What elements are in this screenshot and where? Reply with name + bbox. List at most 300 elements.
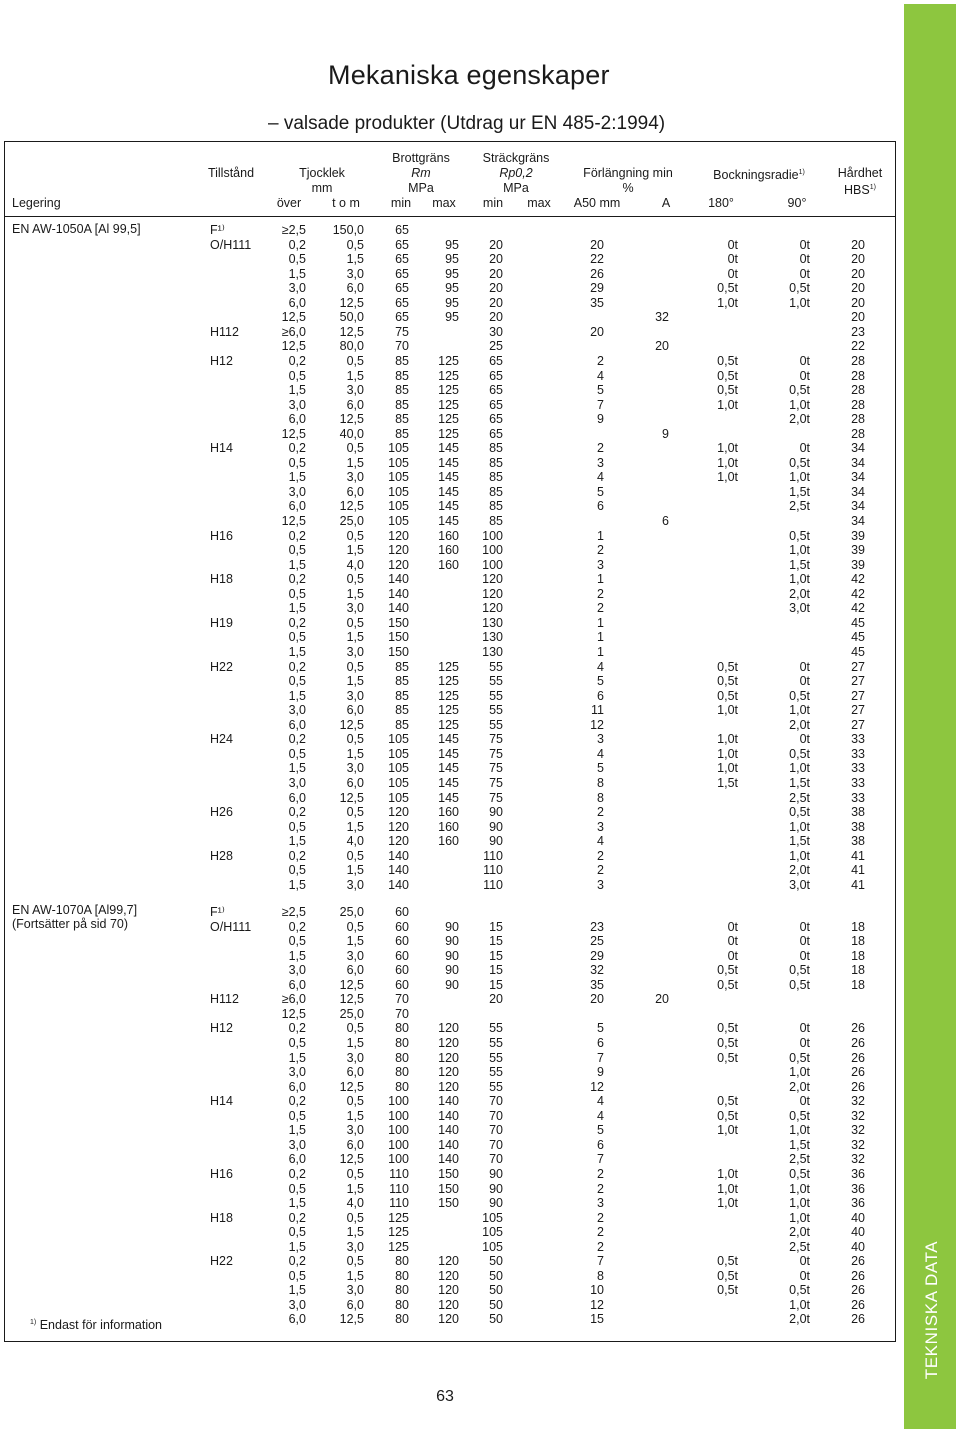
cell-hardness: 45	[851, 615, 865, 630]
cell-a50: 7	[597, 1050, 604, 1065]
cell-bend-180: 1,0t	[717, 441, 738, 456]
cell-rm-min: 140	[388, 863, 409, 878]
cell-hardness: 39	[851, 528, 865, 543]
cell-bend-180: 0,5t	[717, 1094, 738, 1109]
cell-thick-over: 12,5	[281, 310, 306, 325]
cell-rp-min: 70	[489, 1152, 503, 1167]
cell-a50: 2	[597, 441, 604, 456]
header-brottgrans-max: max	[432, 196, 456, 210]
cell-bend-90: 0t	[799, 354, 810, 368]
cell-rp-min: 65	[489, 412, 503, 427]
cell-temper: H112	[210, 992, 239, 1007]
footnote	[30, 1318, 162, 1332]
page-title: Mekaniska egenskaper	[328, 60, 610, 90]
cell-a50: 4	[597, 659, 604, 674]
page-number: 63	[436, 1388, 454, 1405]
cell-thick-over: ≥2,5	[281, 905, 306, 919]
cell-bend-180: 0,5t	[717, 977, 738, 992]
cell-rp-min: 55	[489, 703, 503, 718]
cell-bend-180: 1,0t	[717, 397, 738, 412]
cell-rp-min: 70	[489, 1094, 503, 1109]
cell-rp-min: 105	[482, 1210, 503, 1225]
cell-thick-upto: 25,0	[339, 1006, 364, 1021]
cell-thick-over: 0,2	[288, 1021, 306, 1036]
cell-rm-max: 145	[438, 470, 459, 485]
cell-thick-over: 6,0	[288, 790, 306, 805]
cell-thick-upto: 6,0	[346, 1297, 364, 1312]
cell-bend-90: 0t	[799, 674, 810, 688]
cell-rp-min: 90	[489, 1196, 503, 1210]
cell-rp-min: 55	[489, 1021, 503, 1036]
cell-thick-over: 0,2	[288, 919, 306, 934]
cell-rm-min: 120	[388, 543, 409, 558]
cell-thick-over: 3,0	[288, 281, 306, 296]
cell-bend-90: 0t	[799, 659, 810, 674]
header-tjocklek: Tjocklek	[299, 166, 345, 180]
cell-rp-min: 130	[482, 645, 503, 659]
cell-rm-min: 105	[388, 732, 409, 747]
cell-thick-over: 6,0	[288, 295, 306, 310]
cell-hardness: 32	[851, 1094, 865, 1109]
cell-thick-upto: 6,0	[346, 1065, 364, 1079]
cell-a50: 3	[597, 455, 604, 470]
cell-thick-over: 3,0	[288, 775, 306, 790]
alloy-note: (Fortsätter på sid 70)	[12, 917, 129, 931]
cell-a50: 22	[590, 252, 604, 267]
cell-rp-min: 70	[489, 1137, 503, 1152]
cell-bend-90: 0t	[799, 1094, 810, 1109]
cell-thick-upto: 12,5	[339, 1079, 364, 1094]
cell-hardness: 34	[851, 499, 865, 514]
cell-thick-over: 1,5	[288, 266, 306, 281]
cell-bend-90: 0t	[799, 934, 810, 949]
cell-rp-min: 75	[489, 732, 503, 747]
cell-a50: 3	[597, 557, 604, 572]
cell-bend-90: 0,5t	[789, 963, 810, 978]
cell-hardness: 26	[851, 1283, 865, 1298]
cell-a50: 4	[597, 368, 604, 383]
cell-hardness: 42	[851, 572, 865, 587]
cell-rm-max: 125	[438, 368, 459, 383]
cell-hardness: 45	[851, 645, 865, 659]
cell-temper: H18	[210, 1210, 233, 1225]
cell-thick-over: 12,5	[281, 426, 306, 441]
cell-bend-180: 1,5t	[717, 775, 738, 790]
cell-temper: H112	[210, 324, 239, 339]
cell-rm-min: 85	[395, 674, 409, 688]
cell-bend-90: 1,0t	[789, 543, 810, 558]
cell-rm-max: 160	[438, 834, 459, 849]
cell-hardness: 26	[851, 1268, 865, 1283]
cell-rm-min: 105	[388, 514, 409, 528]
cell-thick-over: 1,5	[288, 1239, 306, 1254]
cell-bend-180: 0t	[727, 948, 738, 963]
cell-rp-min: 90	[489, 1166, 503, 1181]
cell-rm-min: 85	[395, 397, 409, 412]
cell-hardness: 27	[851, 703, 865, 718]
cell-a50: 20	[590, 992, 604, 1007]
cell-a: 6	[662, 514, 669, 528]
cell-rm-max: 125	[438, 688, 459, 703]
header-forlangning: Förlängning min	[583, 166, 673, 180]
cell-rm-min: 80	[395, 1268, 409, 1283]
cell-hardness: 27	[851, 717, 865, 732]
cell-rm-min: 85	[395, 354, 409, 368]
cell-rp-min: 50	[489, 1254, 503, 1269]
cell-thick-upto: 1,5	[346, 746, 364, 761]
cell-rm-max: 145	[438, 790, 459, 805]
cell-rm-max: 150	[438, 1196, 459, 1210]
header-hardhet-unit-label: HBS	[844, 183, 870, 197]
cell-rp-min: 65	[489, 397, 503, 412]
cell-rp-min: 90	[489, 834, 503, 849]
cell-thick-upto: 0,5	[346, 1254, 364, 1269]
cell-thick-upto: 3,0	[346, 383, 364, 398]
cell-hardness: 42	[851, 586, 865, 601]
cell-a: 20	[655, 992, 669, 1007]
cell-bend-90: 0t	[799, 732, 810, 747]
cell-thick-upto: 1,5	[346, 819, 364, 834]
cell-rm-min: 65	[395, 310, 409, 325]
cell-rm-max: 90	[445, 963, 459, 978]
cell-rm-min: 60	[395, 963, 409, 978]
cell-bend-90: 1,0t	[789, 761, 810, 776]
cell-temper: F¹⁾	[210, 223, 225, 237]
cell-thick-over: 0,2	[288, 528, 306, 543]
cell-thick-over: 0,2	[288, 659, 306, 674]
cell-bend-90: 0,5t	[789, 1166, 810, 1181]
cell-rp-min: 100	[482, 543, 503, 558]
cell-rm-min: 85	[395, 368, 409, 383]
cell-thick-upto: 25,0	[339, 905, 364, 919]
cell-bend-90: 0t	[799, 252, 810, 267]
cell-a50: 6	[597, 499, 604, 514]
cell-rm-min: 60	[395, 934, 409, 949]
cell-hardness: 22	[851, 339, 865, 354]
cell-rm-min: 105	[388, 761, 409, 776]
cell-thick-upto: 3,0	[346, 948, 364, 963]
cell-thick-over: 1,5	[288, 1123, 306, 1138]
cell-bend-180: 0,5t	[717, 1283, 738, 1298]
header-brottgrans-unit: MPa	[408, 181, 434, 195]
cell-bend-90: 0,5t	[789, 977, 810, 992]
cell-thick-over: 3,0	[288, 1297, 306, 1312]
cell-rm-max: 140	[438, 1152, 459, 1167]
cell-rp-min: 100	[482, 557, 503, 572]
cell-rm-min: 85	[395, 688, 409, 703]
cell-thick-upto: 1,5	[346, 252, 364, 267]
cell-rp-min: 55	[489, 659, 503, 674]
cell-rp-min: 20	[489, 281, 503, 296]
cell-thick-upto: 1,5	[346, 368, 364, 383]
cell-bend-180: 0,5t	[717, 1268, 738, 1283]
cell-rm-min: 100	[388, 1094, 409, 1109]
cell-thick-over: 6,0	[288, 1312, 306, 1327]
cell-a50: 15	[590, 1312, 604, 1327]
cell-a50: 2	[597, 1181, 604, 1196]
cell-rm-min: 80	[395, 1297, 409, 1312]
cell-thick-over: 0,5	[288, 252, 306, 267]
cell-rp-min: 50	[489, 1283, 503, 1298]
cell-hardness: 33	[851, 790, 865, 805]
cell-thick-upto: 6,0	[346, 281, 364, 296]
cell-a50: 1	[597, 528, 604, 543]
cell-thick-over: 0,2	[288, 1210, 306, 1225]
cell-bend-180: 0,5t	[717, 281, 738, 296]
cell-rm-max: 145	[438, 761, 459, 776]
cell-bend-180: 1,0t	[717, 1123, 738, 1138]
cell-rm-min: 85	[395, 659, 409, 674]
cell-bend-90: 2,0t	[789, 412, 810, 427]
cell-rm-max: 125	[438, 383, 459, 398]
cell-bend-90: 0,5t	[789, 455, 810, 470]
cell-rm-min: 105	[388, 455, 409, 470]
cell-thick-over: 0,5	[288, 455, 306, 470]
cell-thick-over: 1,5	[288, 557, 306, 572]
cell-thick-upto: 6,0	[346, 1137, 364, 1152]
cell-rp-min: 105	[482, 1225, 503, 1240]
cell-a50: 5	[597, 1123, 604, 1138]
cell-rm-min: 120	[388, 528, 409, 543]
cell-hardness: 41	[851, 863, 865, 878]
cell-hardness: 34	[851, 484, 865, 499]
cell-rm-max: 120	[438, 1283, 459, 1298]
cell-rm-min: 80	[395, 1283, 409, 1298]
cell-bend-90: 2,5t	[789, 1239, 810, 1254]
cell-a50: 4	[597, 1108, 604, 1123]
alloy-name: EN AW-1070A [Al99,7]	[12, 903, 138, 917]
cell-thick-upto: 1,5	[346, 674, 364, 688]
cell-thick-upto: 6,0	[346, 775, 364, 790]
cell-rp-min: 70	[489, 1108, 503, 1123]
cell-rm-max: 125	[438, 397, 459, 412]
cell-rm-min: 120	[388, 557, 409, 572]
cell-a50: 12	[590, 1297, 604, 1312]
cell-rp-min: 90	[489, 819, 503, 834]
cell-thick-over: 0,5	[288, 674, 306, 688]
cell-rm-min: 105	[388, 470, 409, 485]
cell-a50: 6	[597, 688, 604, 703]
cell-a50: 4	[597, 470, 604, 485]
cell-thick-upto: 0,5	[346, 732, 364, 747]
cell-bend-180: 0,5t	[717, 383, 738, 398]
cell-temper: H18	[210, 572, 233, 587]
cell-bend-90: 1,0t	[789, 1210, 810, 1225]
cell-a50: 2	[597, 1225, 604, 1240]
cell-rm-min: 125	[388, 1210, 409, 1225]
cell-thick-upto: 1,5	[346, 586, 364, 601]
cell-rm-max: 160	[438, 543, 459, 558]
cell-bend-180: 1,0t	[717, 1166, 738, 1181]
cell-thick-upto: 0,5	[346, 1210, 364, 1225]
cell-rm-max: 160	[438, 557, 459, 572]
cell-hardness: 39	[851, 557, 865, 572]
cell-thick-upto: 0,5	[346, 1094, 364, 1109]
header-divider	[4, 216, 896, 217]
cell-rm-max: 125	[438, 717, 459, 732]
cell-rm-max: 120	[438, 1297, 459, 1312]
cell-thick-upto: 1,5	[346, 934, 364, 949]
cell-hardness: 20	[851, 281, 865, 296]
cell-bend-180: 0,5t	[717, 688, 738, 703]
header-hardhet-unit	[844, 181, 876, 197]
cell-temper: H16	[210, 1166, 233, 1181]
header-brottgrans-min: min	[390, 196, 412, 210]
cell-thick-over: 6,0	[288, 717, 306, 732]
header-bockningsradie	[713, 166, 805, 182]
cell-bend-90: 0t	[799, 948, 810, 963]
cell-thick-over: 0,2	[288, 1166, 306, 1181]
cell-hardness: 28	[851, 383, 865, 398]
cell-rp-min: 85	[489, 441, 503, 456]
header-over: över	[276, 196, 302, 210]
cell-rp-min: 55	[489, 688, 503, 703]
cell-a50: 2	[597, 848, 604, 863]
cell-rm-max: 160	[438, 528, 459, 543]
cell-bend-90: 0t	[799, 368, 810, 383]
cell-a50: 29	[590, 948, 604, 963]
cell-bend-180: 0t	[727, 919, 738, 934]
header-forlangning-unit: %	[622, 181, 634, 195]
cell-thick-over: 0,5	[288, 586, 306, 601]
cell-hardness: 34	[851, 455, 865, 470]
cell-thick-over: 0,5	[288, 819, 306, 834]
cell-thick-over: 0,2	[288, 805, 306, 819]
cell-thick-over: 6,0	[288, 977, 306, 992]
cell-rp-min: 15	[489, 948, 503, 963]
cell-hardness: 40	[851, 1239, 865, 1254]
cell-rm-min: 140	[388, 572, 409, 587]
cell-rp-min: 85	[489, 470, 503, 485]
cell-thick-upto: 0,5	[346, 659, 364, 674]
cell-rm-max: 125	[438, 426, 459, 441]
cell-bend-180: 0,5t	[717, 1254, 738, 1269]
cell-bend-90: 0,5t	[789, 688, 810, 703]
cell-rm-max: 125	[438, 659, 459, 674]
cell-thick-upto: 0,5	[346, 354, 364, 368]
cell-thick-upto: 0,5	[346, 919, 364, 934]
cell-thick-upto: 0,5	[346, 237, 364, 252]
cell-temper: H26	[210, 805, 233, 819]
cell-rm-max: 145	[438, 775, 459, 790]
cell-hardness: 33	[851, 775, 865, 790]
cell-temper: H24	[210, 732, 233, 747]
cell-temper: O/H111	[210, 237, 252, 252]
cell-rp-min: 15	[489, 977, 503, 992]
cell-a50: 7	[597, 397, 604, 412]
cell-thick-upto: 3,0	[346, 1050, 364, 1065]
cell-temper: H12	[210, 1021, 233, 1036]
cell-bend-90: 2,0t	[789, 1312, 810, 1327]
cell-temper: H19	[210, 615, 233, 630]
cell-thick-upto: 4,0	[346, 557, 364, 572]
cell-thick-upto: 80,0	[339, 339, 364, 354]
cell-temper: H12	[210, 354, 233, 368]
cell-bend-90: 1,0t	[789, 1181, 810, 1196]
cell-bend-90: 3,0t	[789, 601, 810, 616]
cell-thick-upto: 1,5	[346, 630, 364, 645]
header-forlangning-a: A	[661, 196, 671, 210]
cell-a: 20	[655, 339, 669, 354]
cell-temper: F¹⁾	[210, 905, 225, 919]
cell-thick-over: ≥6,0	[281, 992, 306, 1007]
cell-thick-over: 1,5	[288, 1050, 306, 1065]
cell-rm-min: 140	[388, 848, 409, 863]
cell-thick-over: 0,2	[288, 1094, 306, 1109]
cell-thick-over: 1,5	[288, 688, 306, 703]
cell-bend-90: 1,0t	[789, 703, 810, 718]
cell-rp-min: 20	[489, 237, 503, 252]
cell-hardness: 32	[851, 1108, 865, 1123]
section-label: TEKNISKA DATA	[922, 1240, 941, 1380]
cell-rp-min: 75	[489, 790, 503, 805]
cell-thick-upto: 0,5	[346, 615, 364, 630]
cell-rm-min: 80	[395, 1254, 409, 1269]
cell-thick-over: 0,2	[288, 615, 306, 630]
cell-rm-max: 160	[438, 805, 459, 819]
cell-thick-over: 0,5	[288, 934, 306, 949]
footnote-mark: 1)	[30, 1319, 37, 1326]
cell-thick-over: 3,0	[288, 484, 306, 499]
cell-bend-90: 2,0t	[789, 1225, 810, 1240]
cell-hardness: 27	[851, 674, 865, 688]
cell-hardness: 28	[851, 368, 865, 383]
cell-rm-max: 145	[438, 732, 459, 747]
cell-a: 32	[655, 310, 669, 325]
cell-bend-180: 0,5t	[717, 659, 738, 674]
page-subtitle: – valsade produkter (Utdrag ur EN 485-2:1994)	[268, 113, 666, 134]
cell-rp-min: 55	[489, 717, 503, 732]
cell-hardness: 38	[851, 805, 865, 819]
cell-hardness: 34	[851, 441, 865, 456]
cell-rm-max: 95	[445, 310, 459, 325]
cell-bend-90: 0t	[799, 919, 810, 934]
header-tillstand: Tillstånd	[207, 166, 255, 180]
cell-rm-max: 95	[445, 266, 459, 281]
cell-thick-upto: 0,5	[346, 1166, 364, 1181]
cell-a50: 1	[597, 615, 604, 630]
cell-rm-max: 90	[445, 934, 459, 949]
cell-bend-180: 0,5t	[717, 1021, 738, 1036]
cell-hardness: 20	[851, 295, 865, 310]
cell-bend-90: 1,0t	[789, 397, 810, 412]
alloy-1070a	[12, 903, 137, 931]
cell-thick-upto: 1,5	[346, 543, 364, 558]
alloy-name: EN AW-1050A [Al 99,5]	[12, 222, 141, 236]
cell-thick-upto: 150,0	[332, 223, 364, 237]
cell-thick-over: 3,0	[288, 1137, 306, 1152]
cell-thick-over: 1,5	[288, 470, 306, 485]
cell-rm-min: 125	[388, 1239, 409, 1254]
cell-a50: 8	[597, 790, 604, 805]
cell-rm-max: 145	[438, 746, 459, 761]
cell-rp-min: 90	[489, 1181, 503, 1196]
cell-a50: 20	[590, 324, 604, 339]
cell-rm-max: 145	[438, 514, 459, 528]
cell-bend-90: 2,0t	[789, 1079, 810, 1094]
cell-hardness: 38	[851, 819, 865, 834]
cell-thick-upto: 40,0	[339, 426, 364, 441]
cell-rp-min: 55	[489, 674, 503, 688]
cell-rm-min: 80	[395, 1079, 409, 1094]
cell-hardness: 33	[851, 746, 865, 761]
cell-rm-min: 100	[388, 1137, 409, 1152]
cell-temper: H14	[210, 1094, 233, 1109]
cell-thick-upto: 12,5	[339, 412, 364, 427]
cell-thick-over: 6,0	[288, 1152, 306, 1167]
cell-hardness: 27	[851, 688, 865, 703]
cell-bend-90: 1,0t	[789, 1297, 810, 1312]
